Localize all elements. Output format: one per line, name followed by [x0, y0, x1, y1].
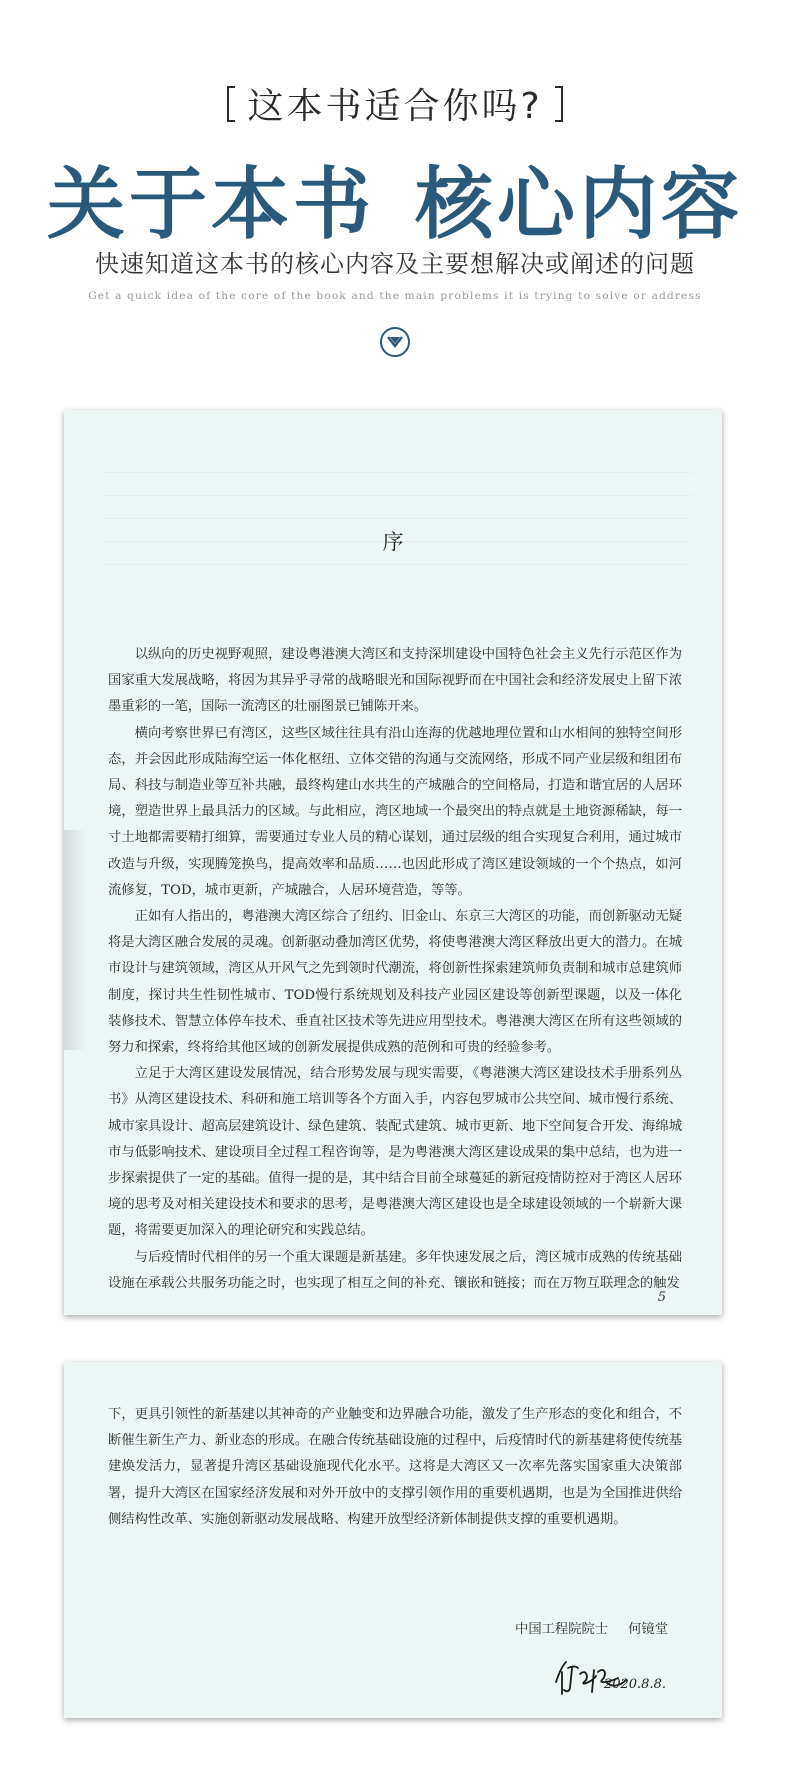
signature-date: 2020.8.8. — [603, 1677, 666, 1692]
headline-left: 关于本书 — [46, 159, 375, 250]
paragraph: 立足于大湾区建设发展情况，结合形势发展与现实需要，《粤港澳大湾区建设技术手册系列丛书》从湾区建设技术、科研和施工培训等各个方面入手，内容包罗城市公共空间、城市慢行系统、城市家具设计、超高层建筑设计、绿色建筑、装配式建筑、城市更新、地下空间复合开发、海绵城市与低影响技术、建设项目全过程工程咨询等，是为粤港澳大湾区建设成果的集中总结，也为进一步探索提供了一定的基础。值得一提的是，其中结合目前全球蔓延的新冠疫情防控对于湾区人居环境的思考及对相关建设技术和要求的思考，是粤港澳大湾区建设也是全球建设领域的一个崭新大课题，将需要更加深入的理论研究和实践总结。 — [108, 1066, 682, 1239]
right-bracket — [555, 86, 563, 122]
book-page-preface — [64, 410, 722, 1315]
subtitle-chinese: 快速知道这本书的核心内容及主要想解决或阐述的问题 — [95, 250, 695, 278]
left-bracket — [227, 86, 235, 122]
page-title: 序 — [382, 530, 404, 554]
author-affiliation: 中国工程院院士 — [515, 1622, 609, 1637]
section-kicker — [0, 78, 790, 129]
subtitle-english: Get a quick idea of the core of the book and the main problems it is trying to solve or address — [88, 290, 702, 302]
headline — [0, 142, 790, 254]
handwritten-signature — [550, 1652, 630, 1700]
page-number: 5 — [657, 1290, 666, 1305]
paragraph: 下，更具引领性的新基建以其神奇的产业触变和边界融合功能，激发了生产形态的变化和组合，不断催生新生产力、新业态的形成。在融合传统基础设施的过程中，后疫情时代的新基建将使传统基建焕发活力，显著提升湾区基础设施现代化水平。这将是大湾区又一次率先落实国家重大决策部署，提升大湾区在国家经济发展和对外开放中的支撑引领作用的重要机遇期，也是为全国推进供给侧结构性改革、实施创新驱动发展战略、构建开放型经济新体制提供支撑的重要机遇期。 — [108, 1407, 682, 1527]
show-through-text — [104, 450, 692, 600]
paragraph: 横向考察世界已有湾区，这些区域往往具有沿山连海的优越地理位置和山水相间的独特空间形态，并会因此形成陆海空运一体化枢纽、立体交错的沟通与交流网络，形成不同产业层级和组团布局、科技与制造业等互补共融，最终构建山水共生的产城融合的空间格局，打造和谐宜居的人居环境，塑造世界上最具活力的区域。与此相应，湾区地域一个最突出的特点就是土地资源稀缺，每一寸土地都需要精打细算，需要通过专业人员的精心谋划，通过层级的组合实现复合利用，通过城市改造与升级，实现腾笼换鸟，提高效率和品质……也因此形成了湾区建设领域的一个个热点，如河流修复，TOD，城市更新，产城融合，人居环境营造，等等。 — [108, 725, 682, 898]
preface-body — [108, 642, 682, 1297]
paragraph: 与后疫情时代相伴的另一个重大课题是新基建。多年快速发展之后，湾区城市成熟的传统基础设施在承载公共服务功能之时，也实现了相互之间的补充、镶嵌和链接；而在万物互联理念的触发 — [108, 1249, 682, 1291]
headline-right: 核心内容 — [415, 159, 744, 250]
intro-header — [0, 0, 790, 380]
kicker-text: 这本书适合你吗? — [247, 86, 543, 127]
paragraph: 以纵向的历史视野观照，建设粤港澳大湾区和支持深圳建设中国特色社会主义先行示范区作为国家重大发展战略，将因为其异乎寻常的战略眼光和国际视野而在中国社会和经济发展史上留下浓墨重彩的一笔，国际一流湾区的壮丽图景已铺陈开来。 — [108, 647, 682, 715]
author-name: 何镜堂 — [628, 1622, 668, 1637]
signature-line — [495, 1618, 668, 1637]
preface-body-continued — [108, 1402, 682, 1533]
paragraph: 正如有人指出的，粤港澳大湾区综合了纽约、旧金山、东京三大湾区的功能，而创新驱动无疑将是大湾区融合发展的灵魂。创新驱动叠加湾区优势，将使粤港澳大湾区释放出更大的潜力。在城市设计与建筑领域，湾区从开风气之先到领时代潮流，将创新性探索建筑师负责制和城市总建筑师制度，探讨共生性韧性城市、TOD慢行系统规划及科技产业园区建设等创新型课题，以及一体化装修技术、智慧立体停车技术、垂直社区技术等先进应用型技术。粤港澳大湾区在所有这些领域的努力和探索，终将给其他区域的创新发展提供成熟的范例和可贵的经验参考。 — [108, 909, 682, 1056]
chevron-down-circle-icon[interactable] — [380, 327, 410, 357]
book-page-preface-continued — [64, 1362, 722, 1718]
